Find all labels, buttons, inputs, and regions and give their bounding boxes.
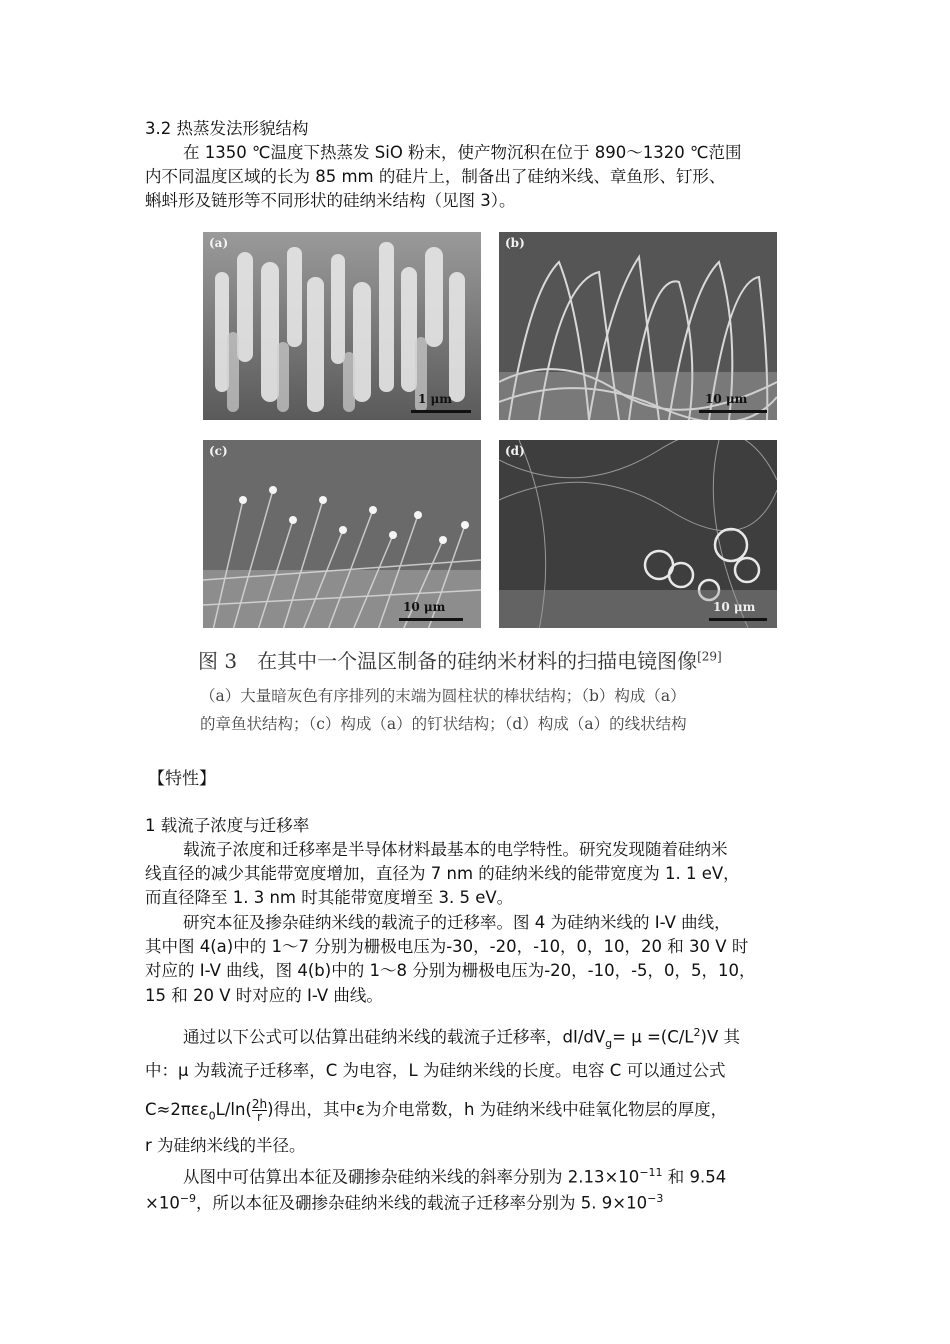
figure-caption-title — [198, 645, 722, 674]
figure-caption-line: （a）大量暗灰色有序排列的末端为圆柱状的棒状结构；（b）构成（a） — [200, 687, 686, 705]
text-run: ，所以本征及硼掺杂硅纳米线的载流子迁移率分别为 5. 9×10 — [196, 1193, 648, 1213]
panel-label: (c) — [209, 444, 228, 458]
formula-line — [145, 1098, 727, 1127]
text-run: 从图中可估算出本征及硼掺杂硅纳米线的斜率分别为 2.13×10 — [183, 1167, 640, 1187]
scale-label: 1 μm — [418, 392, 453, 406]
scale-bar — [709, 618, 767, 621]
sem-image-b — [499, 232, 777, 420]
superscript: −11 — [639, 1166, 663, 1179]
paragraph-line: 其中图 4(a)中的 1～7 分别为栅极电压为-30，-20，-10，0，10，20 和 30 V 时 — [145, 937, 749, 956]
paragraph-line: 对应的 I-V 曲线，图 4(b)中的 1～8 分别为栅极电压为-20，-10，-5，0，5，10， — [145, 961, 756, 980]
text-run: ×10 — [145, 1193, 180, 1213]
scale-bar — [399, 618, 463, 621]
paragraph-line: 15 和 20 V 时对应的 I-V 曲线。 — [145, 986, 383, 1005]
fraction-numerator: 2h — [251, 1097, 268, 1111]
superscript: −3 — [647, 1192, 664, 1205]
formula-line — [183, 1162, 726, 1189]
scale-label: 10 μm — [403, 600, 446, 614]
panel-label: (a) — [209, 236, 229, 250]
caption-reference: [29] — [697, 649, 722, 664]
superscript: −9 — [179, 1192, 197, 1205]
text-run: L/ln( — [215, 1100, 252, 1119]
paragraph-line: 中：μ 为载流子迁移率，C 为电容，L 为硅纳米线的长度。电容 C 可以通过公式 — [145, 1061, 726, 1080]
text-run: )得出，其中ε为介电常数，h 为硅纳米线中硅氧化物层的厚度， — [267, 1100, 728, 1119]
text-run: 通过以下公式可以估算出硅纳米线的载流子迁移率，dI/dV — [183, 1027, 606, 1047]
scale-bar — [411, 410, 471, 413]
fraction — [252, 1098, 267, 1123]
formula-line — [183, 1022, 740, 1055]
subscript: g — [605, 1036, 613, 1050]
sem-image-a — [203, 232, 481, 420]
scale-label: 10 μm — [713, 600, 756, 614]
paragraph-line: 内不同温度区域的长为 85 mm 的硅片上，制备出了硅纳米线、章鱼形、钉形、 — [145, 167, 726, 186]
paragraph-line: 研究本征及掺杂硅纳米线的载流子的迁移率。图 4 为硅纳米线的 I-V 曲线， — [183, 913, 731, 932]
text-run: )V 其 — [700, 1027, 740, 1047]
scale-label: 10 μm — [705, 392, 748, 406]
scale-bar — [699, 410, 767, 413]
text-run: C≈2πεε — [145, 1100, 209, 1119]
sem-image-d — [499, 440, 777, 628]
paragraph-line: r 为硅纳米线的半径。 — [145, 1136, 306, 1155]
properties-heading: 【特性】 — [148, 769, 216, 789]
sem-image-c — [203, 440, 481, 628]
paragraph-line: 在 1350 ℃温度下热蒸发 SiO 粉末，使产物沉积在位于 890～1320 ℃范围 — [183, 143, 742, 162]
panel-label: (d) — [505, 444, 525, 458]
text-run: = μ =(C/L — [612, 1027, 694, 1047]
paragraph-line: 蝌蚪形及链形等不同形状的硅纳米结构（见图 3）。 — [145, 191, 516, 210]
subscript: 0 — [208, 1109, 216, 1123]
panel-label: (b) — [505, 236, 525, 250]
formula-line — [145, 1188, 663, 1215]
text-run: 和 9.54 — [662, 1167, 727, 1187]
paragraph-line: 线直径的减少其能带宽度增加，直径为 7 nm 的硅纳米线的能带宽度为 1. 1 eV， — [145, 864, 740, 883]
figure-caption-line: 的章鱼状结构；（c）构成（a）的钉状结构；（d）构成（a）的线状结构 — [200, 715, 687, 733]
sub-heading: 1 载流子浓度与迁移率 — [145, 816, 310, 835]
caption-text: 图 3 在其中一个温区制备的硅纳米材料的扫描电镜图像 — [198, 649, 698, 673]
paragraph-line: 而直径降至 1. 3 nm 时其能带宽度增至 3. 5 eV。 — [145, 888, 514, 907]
superscript: 2 — [693, 1026, 701, 1039]
section-heading: 3.2 热蒸发法形貌结构 — [145, 119, 309, 138]
paragraph-line: 载流子浓度和迁移率是半导体材料最基本的电学特性。研究发现随着硅纳米 — [183, 840, 728, 859]
fraction-denominator: r — [257, 1110, 262, 1124]
